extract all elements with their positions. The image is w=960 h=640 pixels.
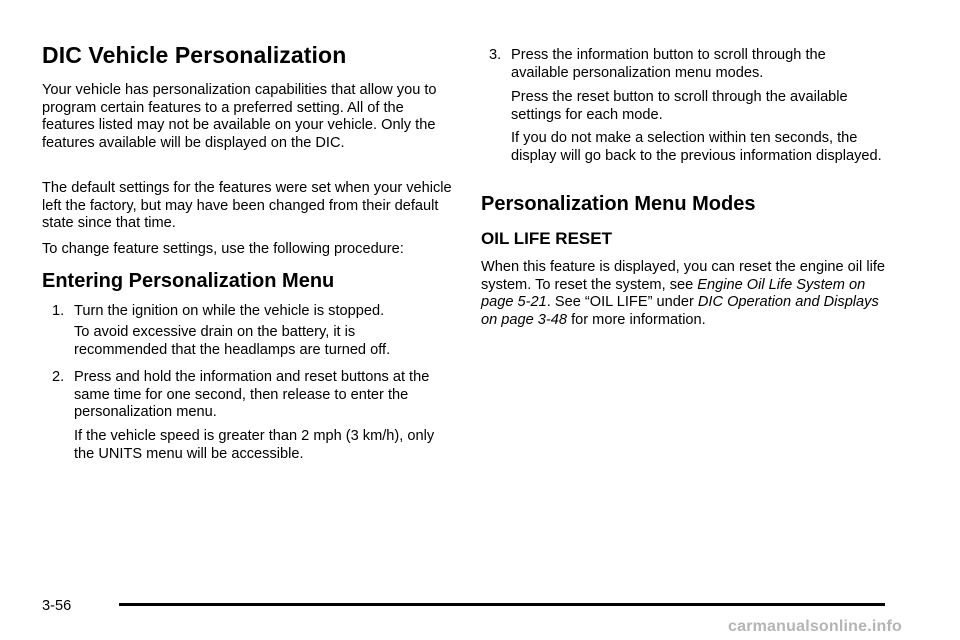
oil-text-2: . See “OIL LIFE” under: [546, 294, 698, 310]
step-3-number: 3.: [489, 47, 502, 63]
footer-rule: [119, 603, 885, 606]
watermark: carmanualsonline.info: [728, 618, 903, 635]
link-dic-operation[interactable]: DIC Operation and Displays on page 3-48: [481, 294, 879, 328]
step-2-number: 2.: [52, 369, 65, 385]
section-heading-modes: Personalization Menu Modes: [481, 193, 756, 215]
step-1-note: To avoid excessive drain on the battery, it is recommended that the headlamps are turned off.: [74, 324, 391, 358]
intro-paragraph-1: Your vehicle has personalization capabilities that allow you to program certain features to a preferred setting. All of the features listed may not be available on your vehicle. Only the features available will be displayed on the DIC.: [42, 82, 437, 151]
intro-paragraph-3: To change feature settings, use the following procedure:: [42, 241, 404, 257]
step-1-text: Turn the ignition on while the vehicle is stopped.: [74, 303, 385, 319]
oil-life-paragraph: [481, 259, 886, 329]
intro-paragraph-2: The default settings for the features were set when your vehicle left the factory, but may have been changed from their default state since that time.: [42, 180, 452, 231]
step-3-text: Press the information button to scroll through the available personalization menu modes.: [511, 47, 826, 81]
page-number: 3-56: [42, 598, 72, 614]
oil-text-3: for more information.: [567, 311, 706, 328]
step-1-number: 1.: [52, 303, 65, 319]
step-2-note: If the vehicle speed is greater than 2 mph (3 km/h), only the UNITS menu will be accessible.: [74, 428, 435, 462]
sub-heading-oil-life-reset: OIL LIFE RESET: [481, 229, 612, 248]
step-2-text: Press and hold the information and reset buttons at the same time for one second, then release to enter the personalization menu.: [74, 369, 430, 420]
step-3-note-2: If you do not make a selection within ten seconds, the display will go back to the previous information displayed.: [511, 130, 882, 164]
section-heading-entering: Entering Personalization Menu: [42, 270, 335, 292]
step-3-note-1: Press the reset button to scroll through the available settings for each mode.: [511, 89, 848, 123]
oil-text-1: When this feature is displayed, you can reset the engine oil life system. To reset the system, see: [481, 259, 885, 293]
link-engine-oil-life[interactable]: Engine Oil Life System on page 5-21: [481, 276, 866, 310]
page-title: DIC Vehicle Personalization: [42, 42, 347, 68]
